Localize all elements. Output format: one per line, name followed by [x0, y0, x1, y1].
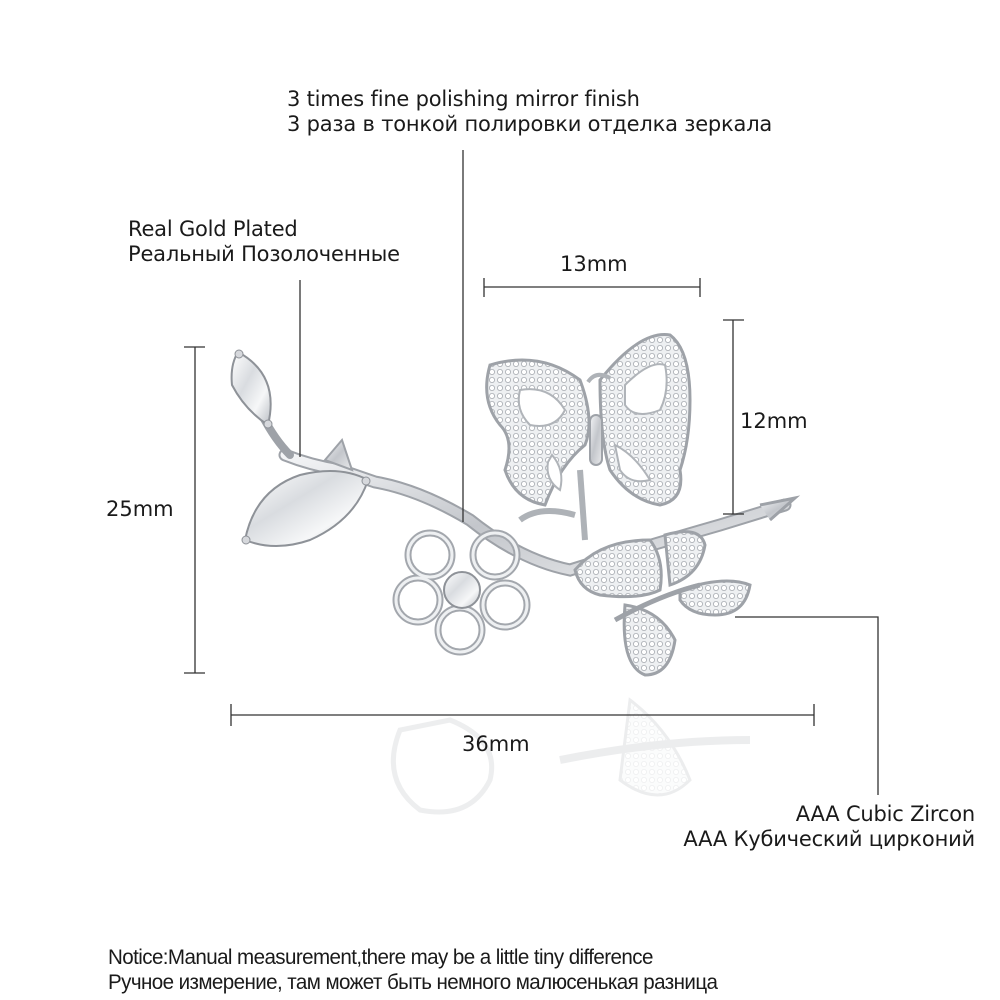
callout-zircon-en: AAA Cubic Zircon	[795, 802, 975, 826]
dim-label-36mm: 36mm	[462, 732, 530, 756]
callout-gold-ru: Реальный Позолоченные	[128, 242, 400, 267]
callout-zircon-ru: AAA Кубический цирконий	[683, 827, 975, 852]
notice-en: Notice:Manual measurement,there may be a little tiny difference	[108, 946, 653, 969]
callout-gold-en: Real Gold Plated	[128, 217, 298, 241]
callout-polish-en: 3 times fine polishing mirror finish	[287, 87, 640, 111]
callout-zircon	[683, 802, 975, 852]
notice-ru: Ручное измерение, там может быть немного малюсенькая разница	[108, 971, 718, 995]
callout-polish-ru: 3 раза в тонкой полировки отделка зеркала	[287, 112, 773, 137]
callout-polish	[287, 87, 772, 137]
dim-label-12mm: 12mm	[740, 409, 808, 433]
dim-label-25mm: 25mm	[106, 497, 174, 521]
leader-zircon	[735, 617, 878, 795]
notice	[108, 945, 717, 995]
callout-gold	[128, 217, 400, 267]
dim-label-13mm: 13mm	[560, 252, 628, 276]
